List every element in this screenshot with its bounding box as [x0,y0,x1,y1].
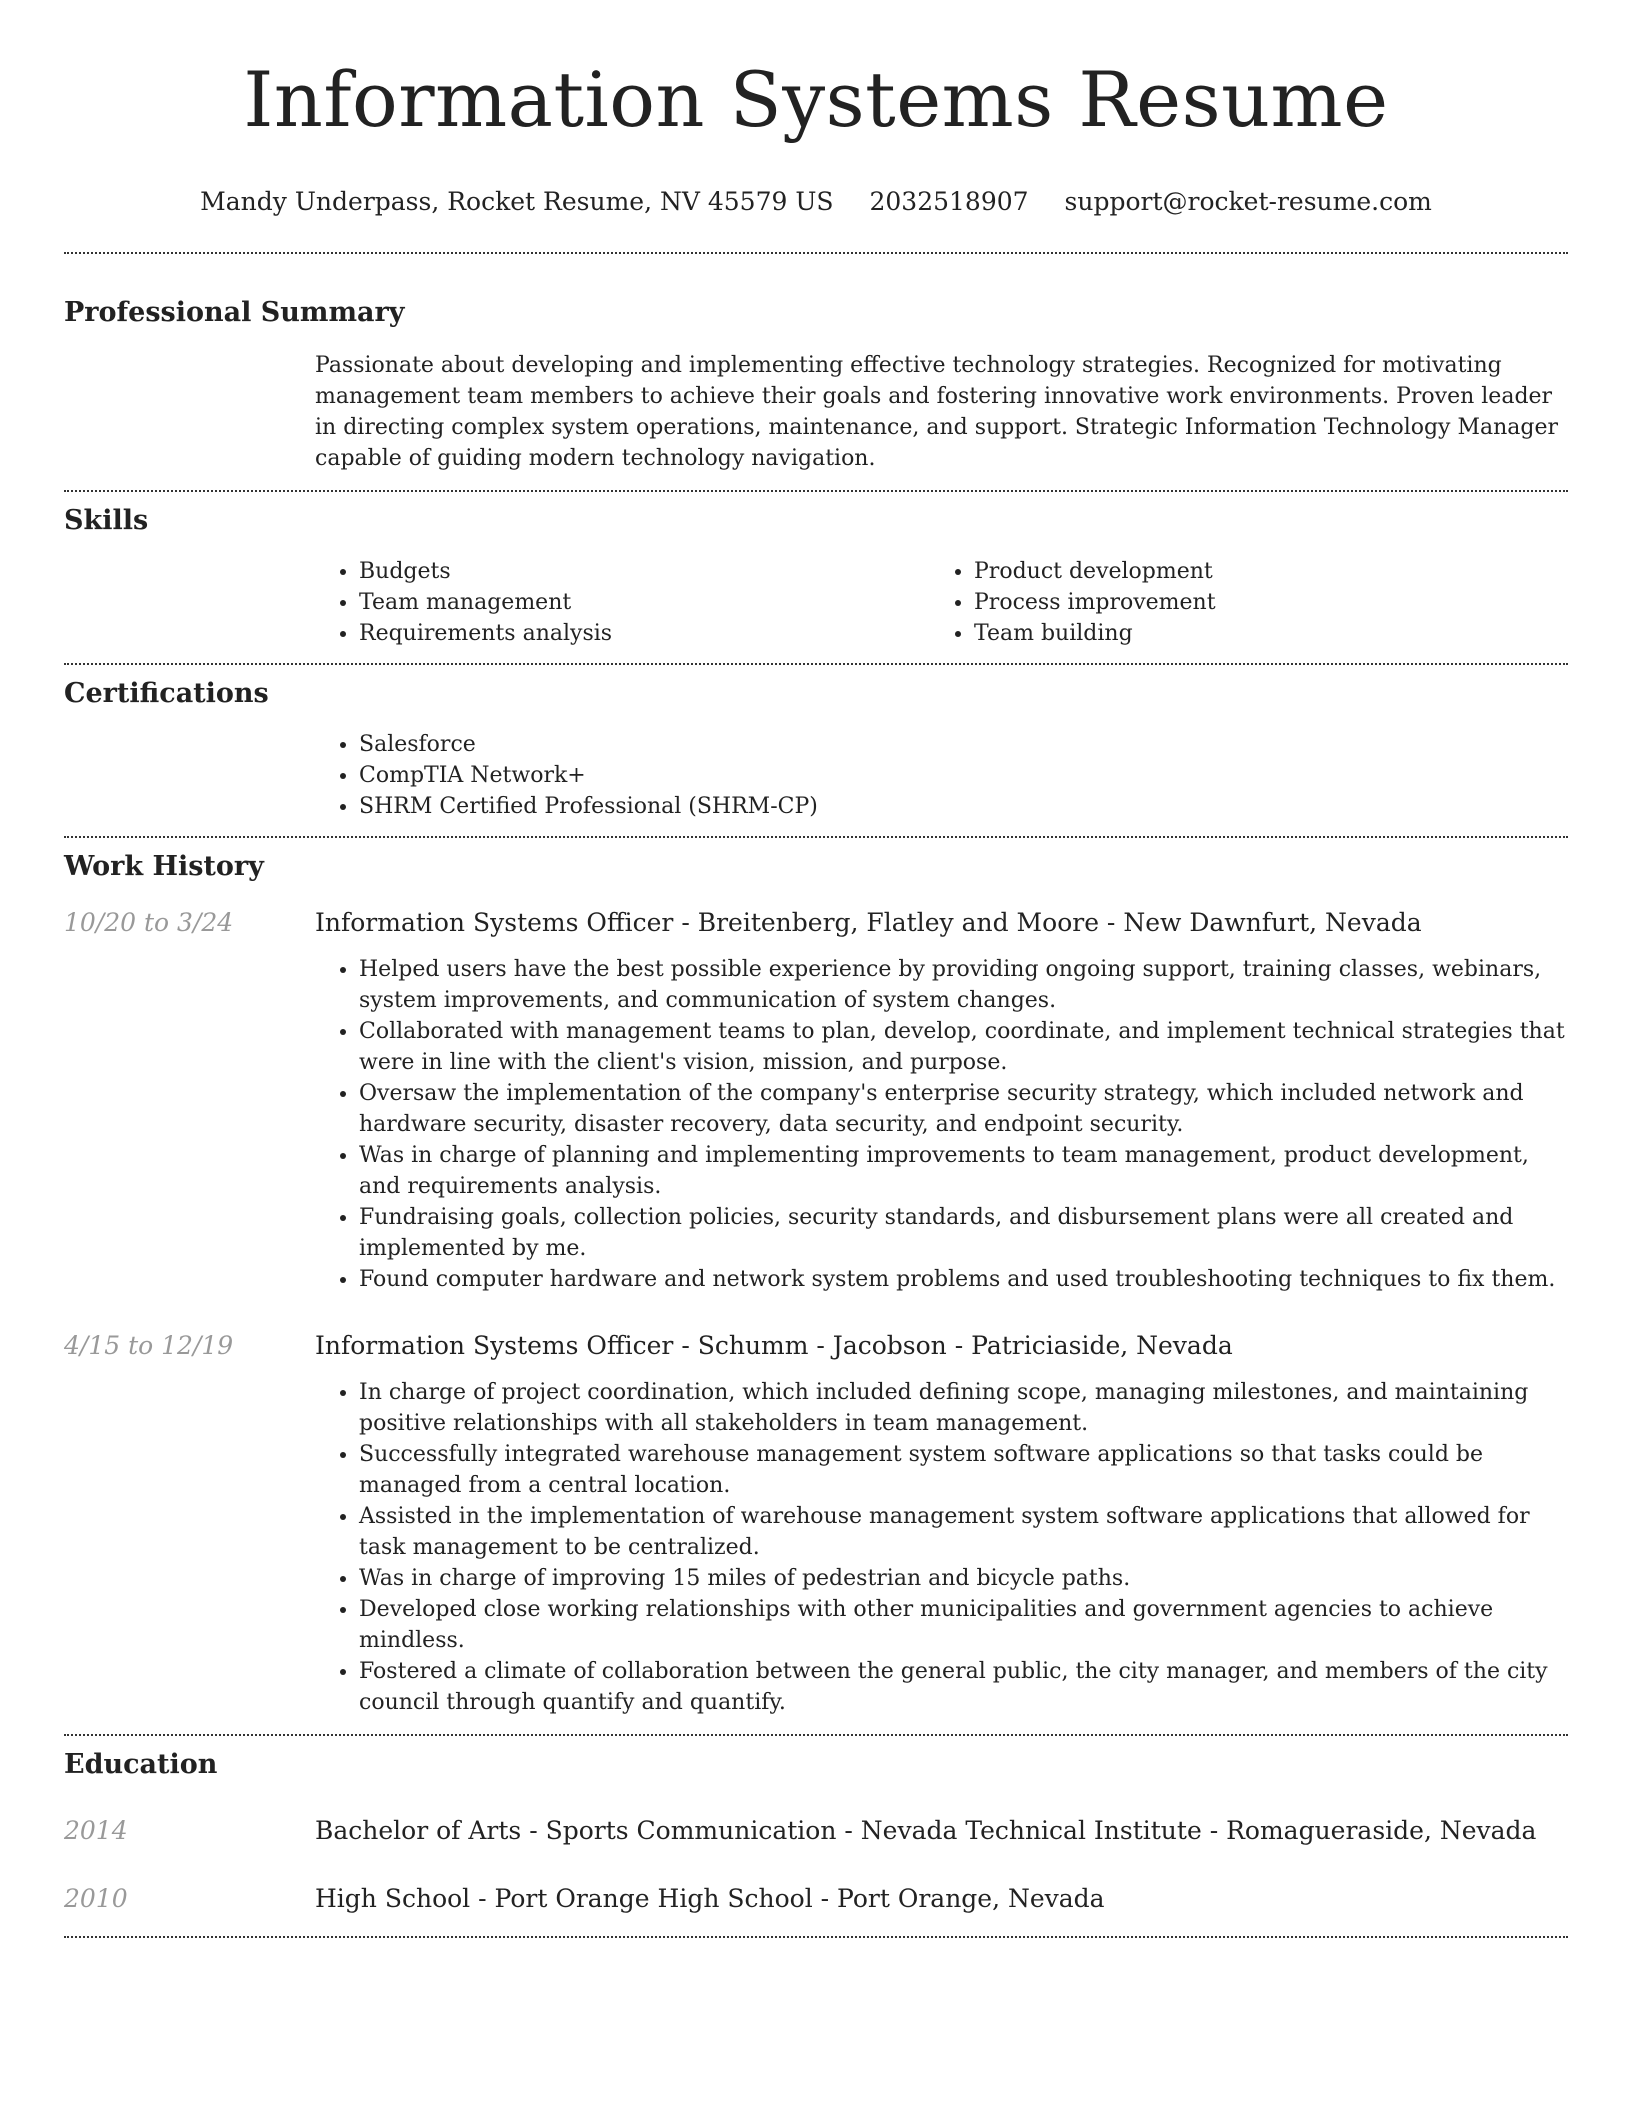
contact-phone: 2032518907 [869,187,1029,216]
certification-item: • Salesforce [359,729,1568,760]
job-bullet: • Collaborated with management teams to plan, develop, coordinate, and implement technical strategies that were in line with the client's vision, mission, and purpose. [359,1016,1568,1078]
skill-item: • Team building [974,618,1545,649]
job-bullet: • Oversaw the implementation of the company's enterprise security strategy, which included network and hardware security, disaster recovery, data security, and endpoint security. [359,1078,1568,1140]
section-divider [64,1734,1568,1736]
skill-item: • Process improvement [974,587,1545,618]
page-title: Information Systems Resume [243,55,1389,144]
certifications-list [315,729,1568,822]
education-detail: High School - Port Orange High School - Port Orange, Nevada [315,1884,1105,1913]
summary-text: Passionate about developing and implementing effective technology strategies. Recognized for motivating management team members to achieve their goals and fostering innovative work environments. Proven leader in directing complex system operations, maintenance, and support. Strategic Information Technology Manager capable of guiding modern technology navigation. [315,353,1559,471]
education-entry [64,1814,1568,1848]
job-details [315,1329,1568,1718]
section-divider [64,836,1568,838]
education-detail: Bachelor of Arts - Sports Communication - Nevada Technical Institute - Romagueraside, Nevada [315,1816,1537,1845]
job-details [315,906,1568,1295]
certification-item: • SHRM Certified Professional (SHRM-CP) [359,791,1568,822]
section-divider [64,1936,1568,1938]
job-entry [64,906,1568,1295]
education-year: 2014 [64,1816,128,1845]
education-heading: Education [64,1749,218,1780]
job-title-line: Information Systems Officer - Schumm - Jacobson - Patriciaside, Nevada [315,1331,1233,1360]
job-bullet: • Found computer hardware and network system problems and used troubleshooting techniques to fix them. [359,1264,1568,1295]
skills-heading: Skills [64,505,149,536]
job-entry [64,1329,1568,1718]
skill-item: • Team management [359,587,930,618]
job-bullets [315,1377,1568,1718]
job-bullet: • Was in charge of planning and implementing improvements to team management, product development, and requirements analysis. [359,1140,1568,1202]
job-bullet: • Developed close working relationships with other municipalities and government agencies to achieve mindless. [359,1594,1568,1656]
section-divider [64,490,1568,492]
contact-line [64,186,1568,218]
job-bullet: • In charge of project coordination, which included defining scope, managing milestones, and maintaining positive relationships with all stakeholders in team management. [359,1377,1568,1439]
job-bullet: • Assisted in the implementation of warehouse management system software applications that allowed for task management to be centralized. [359,1501,1568,1563]
work-history-heading: Work History [64,851,264,882]
job-title-line: Information Systems Officer - Breitenberg, Flatley and Moore - New Dawnfurt, Nevada [315,908,1422,937]
job-bullet: • Fundraising goals, collection policies, security standards, and disbursement plans were all created and implemented by me. [359,1202,1568,1264]
job-bullet: • Helped users have the best possible experience by providing ongoing support, training classes, webinars, system improvements, and communication of system changes. [359,954,1568,1016]
skills-list [315,556,1568,649]
education-year: 2010 [64,1884,128,1913]
summary-heading: Professional Summary [64,297,405,328]
contact-email: support@rocket-resume.com [1064,187,1432,216]
skill-item: • Product development [974,556,1545,587]
contact-address: Mandy Underpass, Rocket Resume, NV 45579 US [200,187,834,216]
certifications-heading: Certifications [64,678,269,709]
education-entry [64,1882,1568,1916]
skill-item: • Budgets [359,556,930,587]
skill-item: • Requirements analysis [359,618,930,649]
section-divider [64,252,1568,254]
job-bullet: • Successfully integrated warehouse management system software applications so that tasks could be managed from a central location. [359,1439,1568,1501]
section-divider [64,663,1568,665]
job-dates: 10/20 to 3/24 [64,908,234,937]
job-bullets [315,954,1568,1295]
job-dates: 4/15 to 12/19 [64,1331,234,1360]
certification-item: • CompTIA Network+ [359,760,1568,791]
resume-page [64,0,1568,1938]
skills-column-left [315,556,930,649]
job-bullet: • Was in charge of improving 15 miles of pedestrian and bicycle paths. [359,1563,1568,1594]
skills-column-right [930,556,1545,649]
job-bullet: • Fostered a climate of collaboration between the general public, the city manager, and members of the city council through quantify and quantify. [359,1656,1568,1718]
